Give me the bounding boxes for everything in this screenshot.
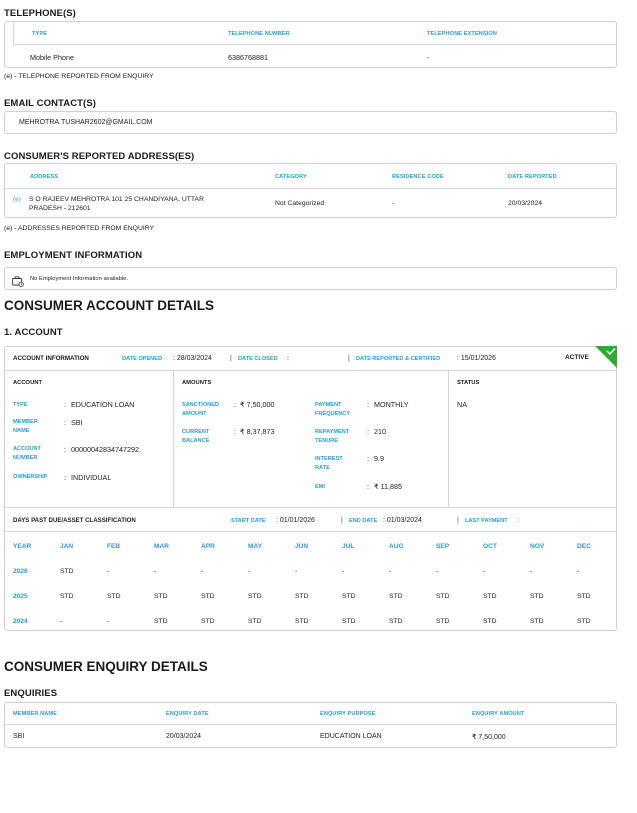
sanctioned-label: SANCTIONED AMOUNT	[182, 402, 219, 417]
dpd-cell: STD	[342, 593, 356, 600]
dpd-start-value: : 01/01/2026	[276, 517, 315, 524]
member-value: SBI	[71, 418, 83, 427]
dpd-cell: STD	[530, 618, 544, 625]
enquiries-table	[4, 702, 617, 748]
address-line: PRADESH - 212601	[29, 205, 91, 212]
address-residence-code: -	[392, 200, 395, 207]
email-value: MEHROTRA.TUSHAR2602@GMAIL.COM	[19, 119, 153, 126]
employment-message: No Employment Information available.	[30, 276, 128, 282]
dpd-year: 2026	[13, 568, 28, 575]
telephones-heading: TELEPHONE(S)	[4, 8, 76, 19]
dpd-cell: -	[483, 568, 486, 575]
emi-value: ₹ 11,885	[374, 482, 403, 491]
separator: |	[348, 355, 350, 362]
briefcase-icon	[12, 274, 24, 285]
type-label: TYPE	[13, 402, 28, 408]
column-header: TYPE	[32, 31, 48, 37]
dpd-column-header: JAN	[60, 543, 74, 550]
dpd-cell: STD	[154, 618, 168, 625]
dpd-cell: STD	[154, 593, 168, 600]
balance-colon: :	[234, 427, 236, 436]
column-header: RESIDENCE CODE	[392, 174, 444, 180]
dpd-cell: STD	[577, 593, 591, 600]
dpd-year: 2025	[13, 593, 28, 600]
ownership-colon: :	[64, 473, 66, 482]
account-number-colon: :	[64, 445, 66, 454]
enquiry-details-heading: CONSUMER ENQUIRY DETAILS	[4, 659, 208, 674]
divider	[5, 724, 616, 725]
enquiry-member: SBI	[13, 733, 25, 740]
divider	[13, 22, 14, 44]
dpd-cell: STD	[201, 618, 215, 625]
emi-colon: :	[367, 482, 369, 491]
dpd-cell: -	[436, 568, 439, 575]
tenure-label: REPAYMENT TENURE	[315, 429, 350, 444]
emails-heading: EMAIL CONTACT(S)	[4, 98, 97, 109]
dpd-column-header: JUL	[342, 543, 355, 550]
enquiry-date: 20/03/2024	[166, 733, 202, 740]
rate-label: INTEREST RATE	[315, 456, 343, 471]
frequency-colon: :	[367, 400, 369, 409]
dpd-cell: -	[248, 568, 251, 575]
dpd-column-header: FEB	[107, 543, 121, 550]
member-colon: :	[64, 418, 66, 427]
account-title: 1. ACCOUNT	[4, 327, 63, 338]
dpd-column-header: NOV	[530, 543, 545, 550]
separator: |	[457, 517, 459, 524]
dpd-column-header: APR	[201, 543, 215, 550]
frequency-label: PAYMENT FREQUENCY	[315, 402, 351, 417]
address-date: 20/03/2024	[508, 200, 543, 207]
column-header: ENQUIRY PURPOSE	[320, 711, 376, 717]
member-label: MEMBER NAME	[13, 419, 38, 434]
account-number-value: 00000042834747292	[71, 445, 139, 454]
phone-type: Mobile Phone	[30, 53, 74, 62]
dpd-column-header: MAR	[154, 543, 170, 550]
dpd-cell: STD	[295, 593, 309, 600]
divider	[5, 507, 616, 508]
emi-label: EMI	[315, 484, 325, 490]
frequency-value: MONTHLY	[374, 400, 409, 409]
dpd-cell: STD	[107, 593, 121, 600]
phone-number: 6386768881	[228, 53, 268, 62]
divider	[448, 370, 449, 507]
dpd-cell: STD	[60, 593, 74, 600]
dpd-grid	[5, 531, 616, 631]
enquiry-purpose: EDUCATION LOAN	[320, 733, 382, 740]
column-header: ENQUIRY DATE	[166, 711, 209, 717]
dpd-column-header: JUN	[295, 543, 309, 550]
dpd-cell: STD	[60, 568, 74, 575]
date-reported-label: DATE REPORTED & CERTIFIED	[356, 356, 441, 362]
dpd-cell: STD	[201, 593, 215, 600]
tenure-colon: :	[367, 427, 369, 436]
enquiry-amount: ₹ 7,50,000	[472, 734, 506, 741]
phone-extension: -	[427, 53, 430, 62]
dpd-cell: -	[389, 568, 392, 575]
dpd-cell: STD	[389, 593, 403, 600]
dpd-cell: STD	[342, 618, 356, 625]
dpd-cell: -	[107, 568, 110, 575]
dpd-column-header: SEP	[436, 543, 450, 550]
dpd-cell: STD	[295, 618, 309, 625]
account-block-title: ACCOUNT	[13, 380, 42, 386]
divider	[173, 370, 174, 507]
divider	[13, 44, 616, 45]
ownership-label: OWNERSHIP	[13, 474, 48, 480]
date-opened-label: DATE OPENED	[122, 356, 162, 362]
dpd-column-header: MAY	[248, 543, 263, 550]
separator: |	[341, 517, 343, 524]
dpd-cell: STD	[436, 618, 450, 625]
rate-colon: :	[367, 454, 369, 463]
account-number-label: ACCOUNT NUMBER	[13, 446, 41, 461]
dpd-cell: STD	[483, 618, 497, 625]
telephones-table	[4, 21, 617, 68]
dpd-end-value: : 01/03/2024	[383, 517, 422, 524]
type-colon: :	[64, 400, 66, 409]
dpd-cell: -	[295, 568, 298, 575]
account-info-label: ACCOUNT INFORMATION	[13, 355, 89, 362]
column-header: ADDRESS	[30, 174, 59, 180]
dpd-cell: STD	[248, 618, 262, 625]
employment-box	[4, 267, 617, 290]
dpd-cell: STD	[577, 618, 591, 625]
dpd-cell: -	[107, 618, 110, 625]
dpd-cell: STD	[530, 593, 544, 600]
dpd-cell: -	[342, 568, 345, 575]
column-header: CATEGORY	[275, 174, 307, 180]
sanctioned-colon: :	[234, 400, 236, 409]
employment-heading: EMPLOYMENT INFORMATION	[4, 250, 143, 261]
date-closed-value: :	[287, 355, 289, 362]
dpd-column-header: OCT	[483, 543, 497, 550]
status-value: NA	[457, 400, 467, 409]
date-closed-label: DATE CLOSED	[238, 356, 278, 362]
status-block-title: STATUS	[457, 380, 480, 386]
account-details-heading: CONSUMER ACCOUNT DETAILS	[4, 298, 214, 313]
rate-value: 9.9	[374, 454, 384, 463]
dpd-last-payment-value: :	[517, 517, 519, 524]
dpd-cell: STD	[248, 593, 262, 600]
addresses-table	[4, 163, 617, 218]
dpd-year: 2024	[13, 618, 28, 625]
column-header: TELEPHONE NUMBER	[228, 31, 290, 37]
telephones-note: (e) - TELEPHONE REPORTED FROM ENQUIRY	[4, 73, 154, 80]
dpd-last-payment-label: LAST PAYMENT	[465, 518, 508, 524]
separator: |	[230, 355, 232, 362]
date-opened-value: : 28/03/2024	[173, 355, 212, 362]
dpd-cell: -	[577, 568, 580, 575]
dpd-column-header: DEC	[577, 543, 591, 550]
divider	[5, 188, 616, 189]
dpd-cell: -	[60, 618, 63, 625]
dpd-title: DAYS PAST DUE/ASSET CLASSIFICATION	[13, 517, 136, 524]
tenure-value: 210	[374, 427, 386, 436]
dpd-cell: -	[201, 568, 204, 575]
balance-value: ₹ 8,37,873	[240, 427, 275, 436]
status-badge: ACTIVE	[565, 354, 589, 361]
column-header: DATE REPORTED	[508, 174, 557, 180]
dpd-start-label: START DATE	[231, 518, 266, 524]
enquiries-subheading: ENQUIRIES	[4, 688, 58, 699]
column-header: ENQUIRY AMOUNT	[472, 711, 525, 717]
dpd-cell: STD	[436, 593, 450, 600]
balance-label: CURRENT BALANCE	[182, 429, 210, 444]
column-header: TELEPHONE EXTENSION	[427, 31, 497, 37]
type-value: EDUCATION LOAN	[71, 400, 135, 409]
dpd-column-header: AUG	[389, 543, 404, 550]
addresses-heading: CONSUMER'S REPORTED ADDRESS(ES)	[4, 151, 195, 162]
dpd-column-header: YEAR	[13, 543, 32, 550]
sanctioned-value: ₹ 7,50,000	[240, 400, 275, 409]
account-card	[4, 346, 617, 631]
address-line: S O RAJEEV MEHROTRA 101 25 CHANDIYANA, UTTAR	[29, 196, 204, 203]
dpd-cell: -	[154, 568, 157, 575]
dpd-cell: -	[530, 568, 533, 575]
divider	[5, 370, 616, 371]
dpd-cell: STD	[389, 618, 403, 625]
dpd-end-label: END DATE	[349, 518, 378, 524]
ownership-value: INDIVIDUAL	[71, 473, 112, 482]
addresses-note: (e) - ADDRESSES REPORTED FROM ENQUIRY	[4, 225, 155, 232]
amounts-block-title: AMOUNTS	[182, 380, 212, 386]
email-box	[4, 111, 617, 134]
address-category: Not Categorized	[275, 200, 325, 207]
address-marker: (e)	[13, 196, 21, 203]
date-reported-value: : 15/01/2026	[457, 355, 496, 362]
check-icon	[595, 346, 617, 368]
column-header: MEMBER NAME	[13, 711, 57, 717]
dpd-cell: STD	[483, 593, 497, 600]
